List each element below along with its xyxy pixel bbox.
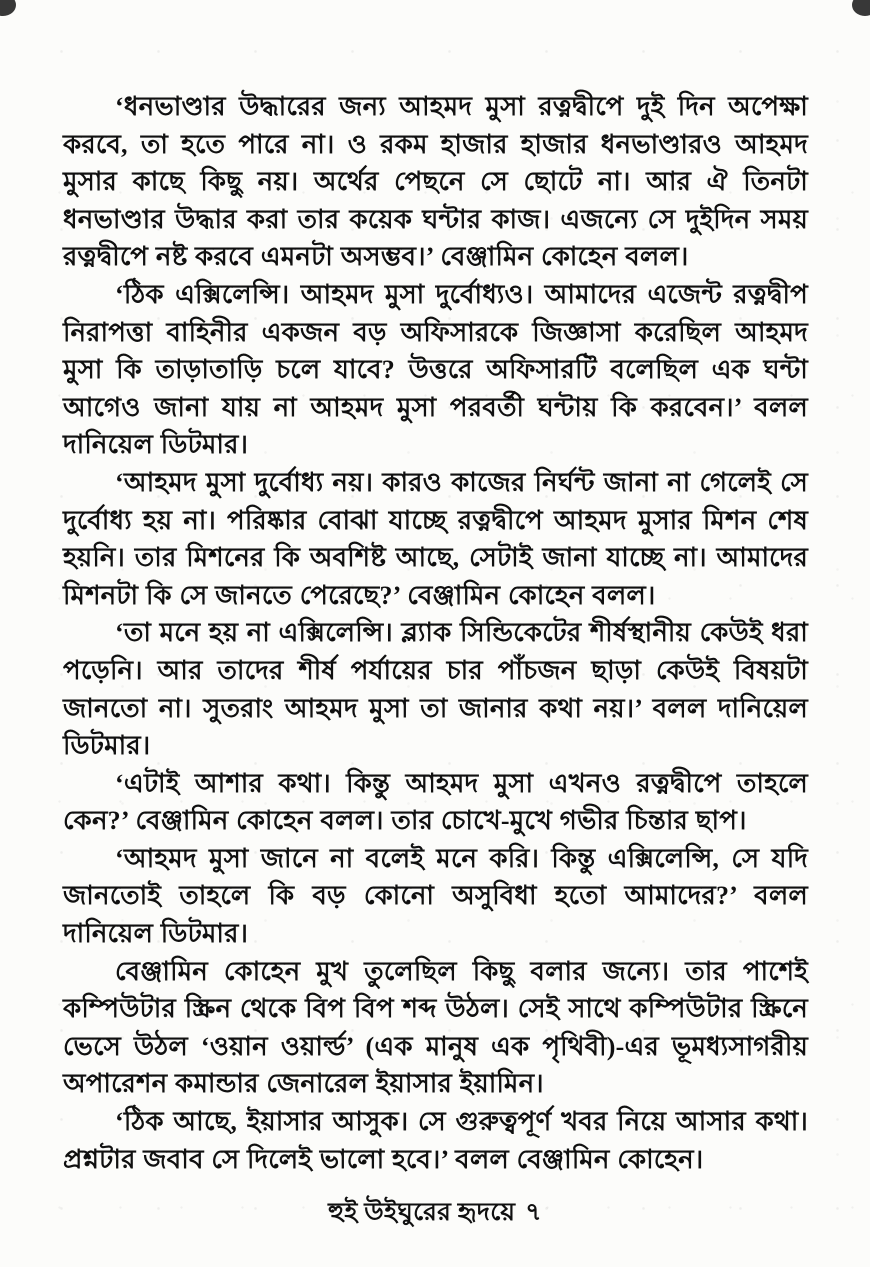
paragraph: ‘আহমদ মুসা দুর্বোধ্য নয়। কারও কাজের নির্ঘন্ট জানা না গেলেই সে দুর্বোধ্য হয় না। পরিষ্কার বোঝা যাচ্ছে রত্নদ্বীপে আহমদ মুসার মিশন শেষ হয়নি। তার মিশনের কি অবশিষ্ট আছে, সেটাই জানা যাচ্ছে না। আমাদের মিশনটা কি সে জানতে পেরেছে?’ বেঞ্জামিন কোহেন বলল। — [63, 467, 808, 610]
paragraph: বেঞ্জামিন কোহেন মুখ তুলেছিল কিছু বলার জন্যে। তার পাশেই কম্পিউটার স্ক্রিন থেকে বিপ বিপ শব্দ উঠল। সেই সাথে কম্পিউটার স্ক্রিনে ভেসে উঠল ‘ওয়ান ওয়ার্ল্ড’ (এক মানুষ এক পৃথিবী)-এর ভূমধ্যসাগরীয় অপারেশন কমান্ডার জেনারেল ইয়াসার ইয়ামিন। — [63, 956, 808, 1099]
footer-book-title: হুই উইঘুরের হৃদয়ে — [328, 1199, 516, 1226]
page-text-block — [63, 88, 808, 1178]
paragraph: ‘এটাই আশার কথা। কিন্তু আহমদ মুসা এখনও রত্নদ্বীপে তাহলে কেন?’ বেঞ্জামিন কোহেন বলল। তার চোখে-মুখে গভীর চিন্তার ছাপ। — [63, 768, 808, 836]
paragraph: ‘আহমদ মুসা জানে না বলেই মনে করি। কিন্তু এক্সিলেন্সি, সে যদি জানতোই তাহলে কি বড় কোনো অসুবিধা হতো আমাদের?’ বলল দানিয়েল ডিটমার। — [63, 843, 808, 949]
paragraph: ‘ঠিক এক্সিলেন্সি। আহমদ মুসা দুর্বোধ্যও। আমাদের এজেন্ট রত্নদ্বীপ নিরাপত্তা বাহিনীর একজন বড় অফিসারকে জিজ্ঞাসা করেছিল আহমদ মুসা কি তাড়াতাড়ি চলে যাবে? উত্তরে অফিসারটি বলেছিল এক ঘন্টা আগেও জানা যায় না আহমদ মুসা পরবর্তী ঘন্টায় কি করবেন।’ বলল দানিয়েল ডিটমার। — [63, 279, 808, 460]
paragraph: ‘ধনভাণ্ডার উদ্ধারের জন্য আহমদ মুসা রত্নদ্বীপে দুই দিন অপেক্ষা করবে, তা হতে পারে না। ও রকম হাজার হাজার ধনভাণ্ডারও আহমদ মুসার কাছে কিছু নয়। অর্থের পেছনে সে ছোটে না। আর ঐ তিনটা ধনভাণ্ডার উদ্ধার করা তার কয়েক ঘন্টার কাজ। এজন্যে সে দুইদিন সময় রত্নদ্বীপে নষ্ট করবে এমনটা অসম্ভব।’ বেঞ্জামিন কোহেন বলল। — [63, 92, 808, 272]
paragraph: ‘তা মনে হয় না এক্সিলেন্সি। ব্ল্যাক সিন্ডিকেটের শীর্ষস্থানীয় কেউই ধরা পড়েনি। আর তাদের শীর্ষ পর্যায়ের চার পাঁচজন ছাড়া কেউই বিষয়টা জানতো না। সুতরাং আহমদ মুসা তা জানার কথা নয়।’ বলল দানিয়েল ডিটমার। — [63, 618, 808, 761]
footer-page-number: ৭ — [525, 1199, 542, 1226]
paragraph: ‘ঠিক আছে, ইয়াসার আসুক। সে গুরুত্বপূর্ণ খবর নিয়ে আসার কথা। প্রশ্নটার জবাব সে দিলেই ভালো হবে।’ বলল বেঞ্জামিন কোহেন। — [63, 1107, 808, 1174]
page-footer — [0, 1192, 870, 1235]
